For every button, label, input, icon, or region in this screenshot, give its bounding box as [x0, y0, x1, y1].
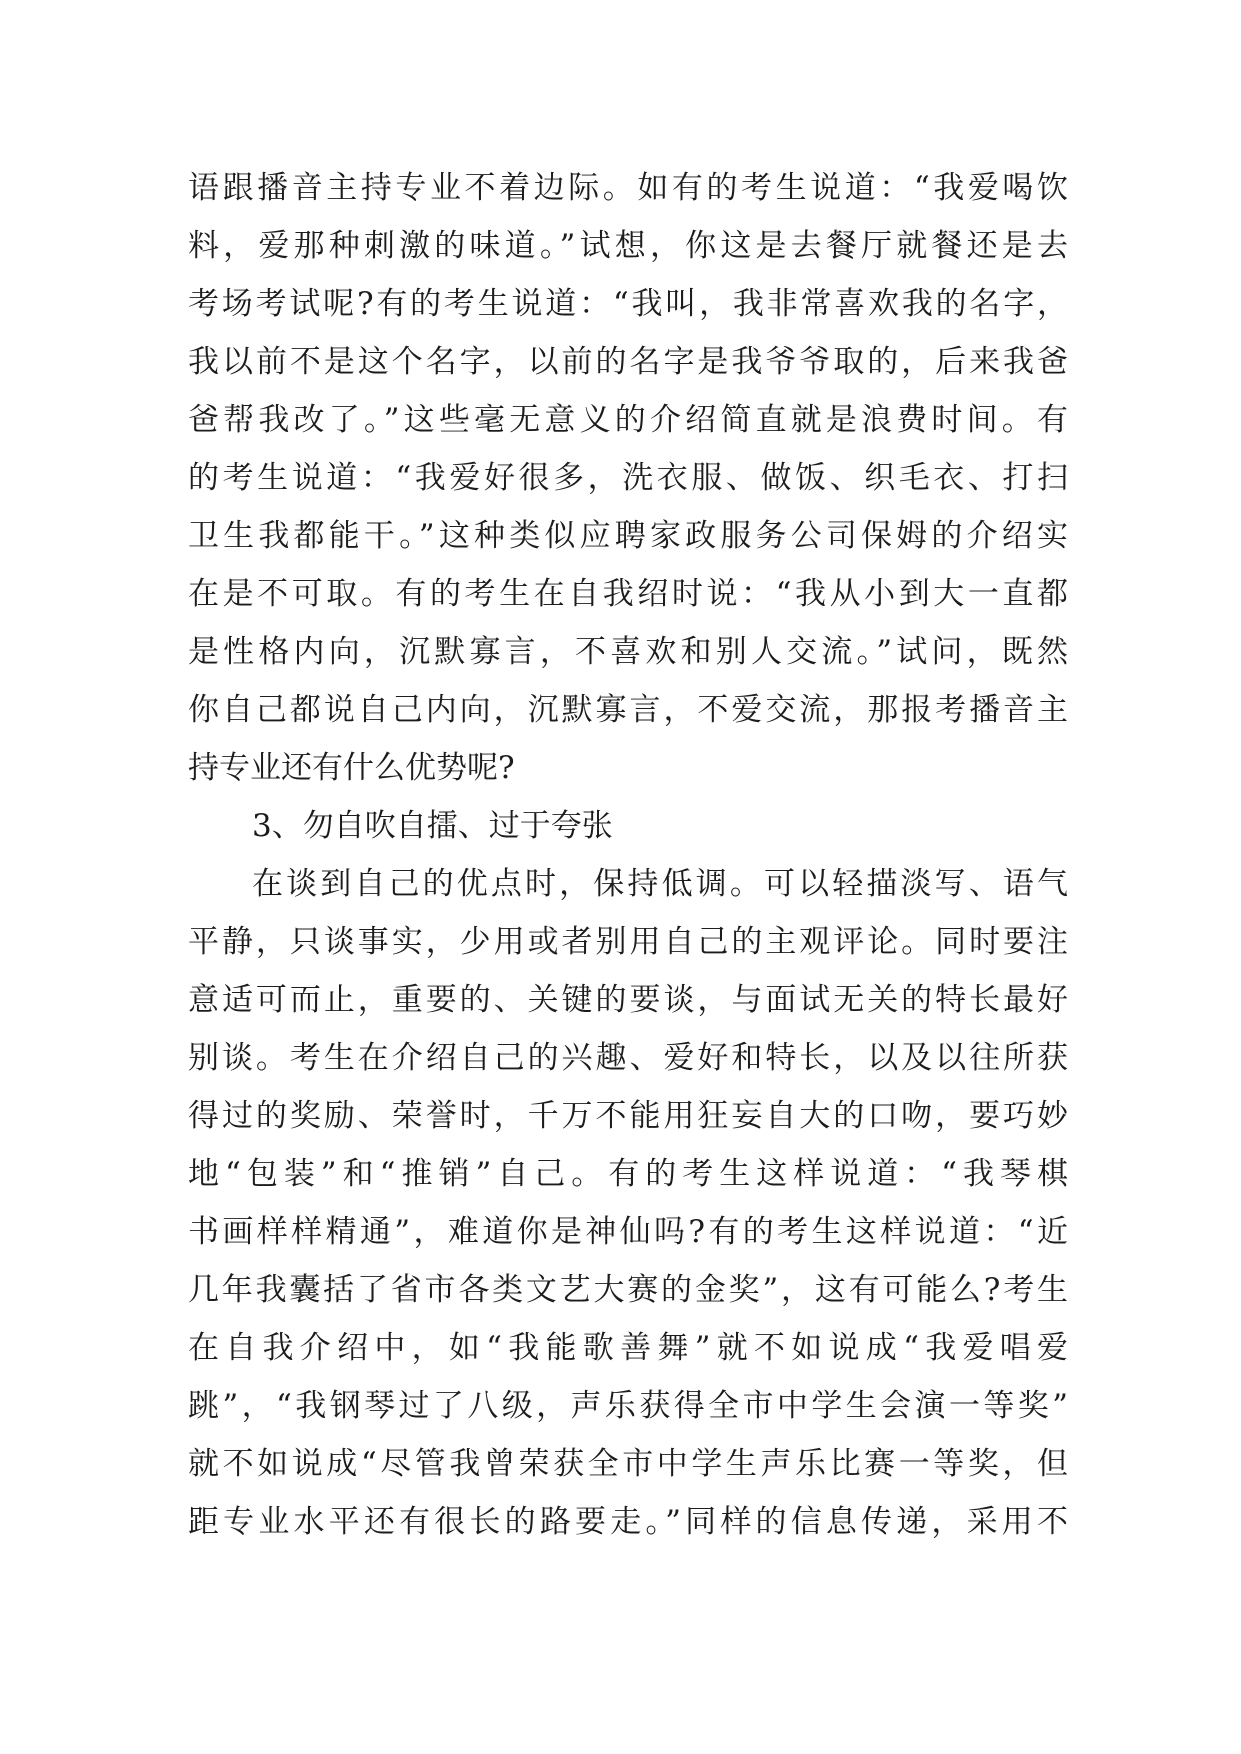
text-line: 在是不可取。有的考生在自我绍时说：“我从小到大一直都: [188, 576, 1068, 612]
text-line: 持专业还有什么优势呢?: [188, 750, 515, 786]
text-line: 的考生说道：“我爱好很多，洗衣服、做饭、织毛衣、打扫: [188, 460, 1068, 496]
text-line: 几年我囊括了省市各类文艺大赛的金奖”，这有可能么?考生: [188, 1272, 1068, 1308]
text-line: 考场考试呢?有的考生说道：“我叫，我非常喜欢我的名字，: [188, 286, 1068, 322]
text-line: 卫生我都能干。”这种类似应聘家政服务公司保姆的介绍实: [188, 518, 1068, 554]
text-line: 跳”，“我钢琴过了八级，声乐获得全市中学生会演一等奖”: [188, 1388, 1068, 1424]
text-line: 得过的奖励、荣誉时，千万不能用狂妄自大的口吻，要巧妙: [188, 1098, 1068, 1134]
section-heading: 3、勿自吹自擂、过于夸张: [252, 808, 613, 844]
text-line: 地“包装”和“推销”自己。有的考生这样说道：“我琴棋: [188, 1156, 1068, 1192]
text-line: 是性格内向，沉默寡言，不喜欢和别人交流。”试问，既然: [188, 634, 1068, 670]
text-line: 书画样样精通”，难道你是神仙吗?有的考生这样说道：“近: [188, 1214, 1068, 1250]
text-line: 平静，只谈事实，少用或者别用自己的主观评论。同时要注: [188, 924, 1068, 960]
text-line: 我以前不是这个名字，以前的名字是我爷爷取的，后来我爸: [188, 344, 1068, 380]
text-line: 爸帮我改了。”这些毫无意义的介绍简直就是浪费时间。有: [188, 402, 1068, 438]
text-line: 语跟播音主持专业不着边际。如有的考生说道：“我爱喝饮: [188, 170, 1068, 206]
text-line: 意适可而止，重要的、关键的要谈，与面试无关的特长最好: [188, 982, 1068, 1018]
text-line: 在自我介绍中，如“我能歌善舞”就不如说成“我爱唱爱: [188, 1330, 1068, 1366]
text-line: 在谈到自己的优点时，保持低调。可以轻描淡写、语气: [252, 866, 1068, 902]
text-line: 你自己都说自己内向，沉默寡言，不爱交流，那报考播音主: [188, 692, 1068, 728]
text-line: 别谈。考生在介绍自己的兴趣、爱好和特长，以及以往所获: [188, 1040, 1068, 1076]
text-line: 就不如说成“尽管我曾荣获全市中学生声乐比赛一等奖，但: [188, 1446, 1068, 1482]
text-line: 料，爱那种刺激的味道。”试想，你这是去餐厅就餐还是去: [188, 228, 1068, 264]
text-line: 距专业水平还有很长的路要走。”同样的信息传递，采用不: [188, 1504, 1068, 1540]
